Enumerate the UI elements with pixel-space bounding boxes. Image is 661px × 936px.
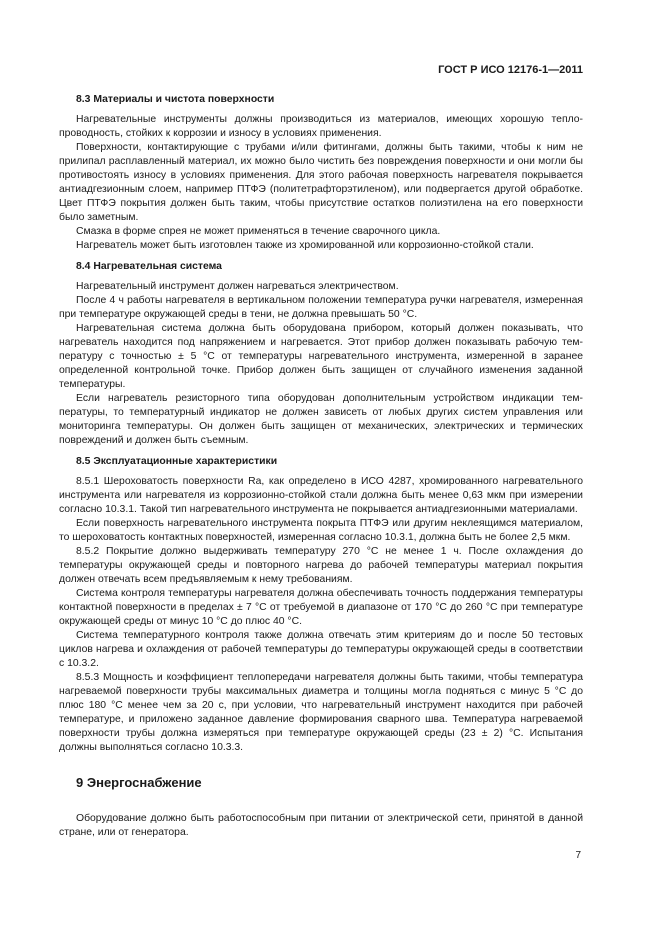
paragraph: Система температурного контроля также должна отвечать этим критериям до и после 50 тестовых циклов нагрева и охлаждения от рабочей температуры до температуры окружающей среды в соответствии с 10.3.2. — [59, 630, 583, 669]
section-8-5 — [59, 455, 583, 755]
paragraph: 8.5.1 Шероховатость поверхности Ra, как определено в ИСО 4287, хромированного нагревательного инструмента или нагревателя из коррозионно-стойкой стали должна быть менее 0,63 мкм при измерении согласно 10.3.1. Такой тип нагревательного инструмента не покрывается антиадгезионными материалами. — [59, 476, 583, 515]
paragraph: Если поверхность нагревательного инструмента покрыта ПТФЭ или другим неклеящимся материалом, то шероховатость контактных поверхностей, измеренная согласно 10.3.1, должна быть не более 2,5 мкм. — [59, 518, 583, 543]
section-9 — [59, 776, 583, 840]
paragraph: Нагреватель может быть изготовлен также из хромированной или коррозионно-стойкой стали. — [76, 240, 534, 251]
page-number: 7 — [575, 850, 581, 861]
paragraph: После 4 ч работы нагревателя в вертикальном положении температура ручки нагревателя, измеренная при температуре окружающей среды в тени, не должна превышать 50 °С. — [59, 295, 583, 320]
section-heading: 8.3 Материалы и чистота поверхности — [76, 94, 275, 105]
section-heading: 8.5 Эксплуатационные характеристики — [76, 456, 278, 467]
document-header: ГОСТ Р ИСО 12176-1—2011 — [438, 64, 583, 76]
section-8-4 — [59, 260, 583, 448]
paragraph: Смазка в форме спрея не может применяться в течение сварочного цикла. — [76, 226, 441, 237]
paragraph: Поверхности, контактирующие с трубами и/или фитингами, должны быть такими, чтобы к ним не прилипал расплавленный материал, их можно было чистить без повреждения поверхности и они могли бы противостоять износу в условиях применения. Для этого рабочая поверхность нагревателя покрывается антиадгезионным слоем, например ПТФЭ (политетрафторэтиленом), или подвергается другой обработке. Цвет ПТФЭ покрытия должен быть таким, чтобы присутствие остатков полиэтилена на его поверхности было заметным. — [59, 142, 583, 223]
paragraph: 8.5.2 Покрытие должно выдерживать температуру 270 °С не менее 1 ч. После охлаждения до температуры окружающей среды и повторного нагрева до рабочей температуры материал покрытия должен отвечать всем предъявляемым к нему требованиям. — [59, 546, 583, 585]
paragraph: 8.5.3 Мощность и коэффициент теплопередачи нагревателя должны быть такими, чтобы температура нагреваемой поверхности трубы максимальных диаметра и толщины могла подняться с минус 5 °С до плюс 180 °С менее чем за 20 с, при условии, что нагревательный инструмент находится при рабочей температуре, и приложено заданное давление формирования сварного шва. Температура нагреваемой поверхности трубы должна измеряться при температуре окружающей среды (23 ± 2) °С. Испытания должны выполняться согласно 10.3.3. — [59, 672, 583, 753]
paragraph: Система контроля температуры нагревателя должна обеспечивать точность поддержания температуры контактной поверхности в пределах ± 7 °С от требуемой в диапазоне от 170 °С до 260 °С при температуре окружающей среды от минус 10 °С до плюс 40 °С. — [59, 588, 583, 627]
section-heading: 8.4 Нагревательная система — [76, 261, 222, 272]
section-8-3 — [59, 93, 583, 253]
paragraph: Если нагреватель резисторного типа оборудован дополнительным устройством индикации температуры, то температурный индикатор не должен зависеть от любых других систем управления или мониторинга температуры. Он должен быть защищен от механических, электрических и термических повреждений и должен быть съемным. — [59, 393, 583, 446]
paragraph: Оборудование должно быть работоспособным при питании от электрической сети, принятой в данной стране, или от генератора. — [59, 813, 583, 838]
paragraph: Нагревательный инструмент должен нагреваться электричеством. — [76, 281, 399, 292]
paragraph: Нагревательная система должна быть оборудована прибором, который должен показывать, что нагреватель находится под напряжением и нагревается. Этот прибор должен показывать рабочую температуру с точностью ± 5 °С от температуры нагревательного инструмента, измеренной в заранее определенной контрольной точке. Прибор должен быть защищен от случайного изменения заданной температуры. — [59, 323, 583, 390]
chapter-heading: 9 Энергоснабжение — [76, 775, 202, 790]
paragraph: Нагревательные инструменты должны производиться из материалов, имеющих хорошую теплопроводность, стойких к коррозии и износу в условиях применения. — [59, 114, 583, 139]
document-body — [59, 93, 583, 840]
